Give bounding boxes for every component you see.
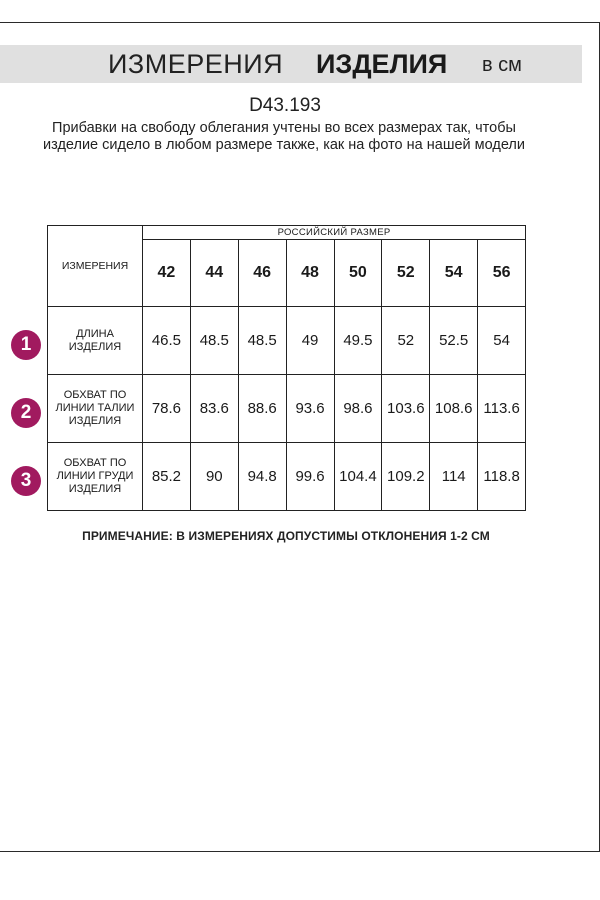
measurement-value: 104.4 xyxy=(334,443,382,511)
title-product: ИЗДЕЛИЯ xyxy=(316,49,448,79)
title-unit: в см xyxy=(482,54,522,76)
size-header-cell: 42 xyxy=(143,240,191,307)
measurement-value: 48.5 xyxy=(238,307,286,375)
measurement-value: 78.6 xyxy=(143,375,191,443)
size-header-cell: 52 xyxy=(382,240,430,307)
measurement-value: 52 xyxy=(382,307,430,375)
table-row xyxy=(48,443,526,511)
measurement-label-line: ИЗДЕЛИЯ xyxy=(68,483,122,495)
row-number-marker: 2 xyxy=(11,398,41,428)
measurement-value: 99.6 xyxy=(286,443,334,511)
product-code: D43.193 xyxy=(249,95,321,116)
measurements-header: ИЗМЕРЕНИЯ xyxy=(48,226,143,307)
measurement-label-line: ИЗДЕЛИЯ xyxy=(68,340,122,353)
fit-description: Прибавки на свободу облегания учтены во всех размерах так, чтобы изделие сидело в любом размере также, как на фото на нашей модели xyxy=(43,120,525,153)
row-number-marker: 3 xyxy=(11,466,41,496)
measurement-value: 85.2 xyxy=(143,443,191,511)
measurement-value: 98.6 xyxy=(334,375,382,443)
size-header-cell: 46 xyxy=(238,240,286,307)
size-header-cell: 44 xyxy=(190,240,238,307)
measurement-value: 46.5 xyxy=(143,307,191,375)
size-header-cell: 54 xyxy=(430,240,478,307)
table-row xyxy=(48,307,526,375)
measurement-value: 83.6 xyxy=(190,375,238,443)
measurement-value: 114 xyxy=(430,443,478,511)
title-banner xyxy=(0,45,582,83)
measurement-value: 108.6 xyxy=(430,375,478,443)
measurement-value: 88.6 xyxy=(238,375,286,443)
measurement-label-line: ОБХВАТ ПО xyxy=(63,457,127,469)
measurement-value: 49 xyxy=(286,307,334,375)
measurement-value: 94.8 xyxy=(238,443,286,511)
size-header-cell: 48 xyxy=(286,240,334,307)
title-measurements: ИЗМЕРЕНИЯ xyxy=(108,49,284,79)
measurement-value: 54 xyxy=(478,307,526,375)
measurement-value: 109.2 xyxy=(382,443,430,511)
measurement-label-line: ЛИНИИ ГРУДИ xyxy=(56,470,134,482)
measurement-label xyxy=(48,307,143,375)
measurement-value: 48.5 xyxy=(190,307,238,375)
measurement-label xyxy=(48,375,143,443)
measurement-label-line: ОБХВАТ ПО xyxy=(63,389,127,401)
measurement-label xyxy=(48,443,143,511)
measurement-label-line: ДЛИНА xyxy=(76,327,114,340)
measurement-value: 49.5 xyxy=(334,307,382,375)
measurement-label-line: ЛИНИИ ТАЛИИ xyxy=(55,402,135,414)
measurement-value: 90 xyxy=(190,443,238,511)
row-number-marker: 1 xyxy=(11,330,41,360)
size-group-row xyxy=(48,226,526,240)
size-group-header: РОССИЙСКИЙ РАЗМЕР xyxy=(143,226,526,240)
measurement-value: 103.6 xyxy=(382,375,430,443)
measurement-value: 52.5 xyxy=(430,307,478,375)
size-header-cell: 56 xyxy=(478,240,526,307)
measurement-value: 118.8 xyxy=(478,443,526,511)
size-table xyxy=(47,225,526,511)
measurement-value: 113.6 xyxy=(478,375,526,443)
tolerance-note: ПРИМЕЧАНИЕ: В ИЗМЕРЕНИЯХ ДОПУСТИМЫ ОТКЛОНЕНИЯ 1-2 СМ xyxy=(82,529,490,543)
measurement-value: 93.6 xyxy=(286,375,334,443)
size-header-cell: 50 xyxy=(334,240,382,307)
table-row xyxy=(48,375,526,443)
measurement-label-line: ИЗДЕЛИЯ xyxy=(68,415,122,427)
